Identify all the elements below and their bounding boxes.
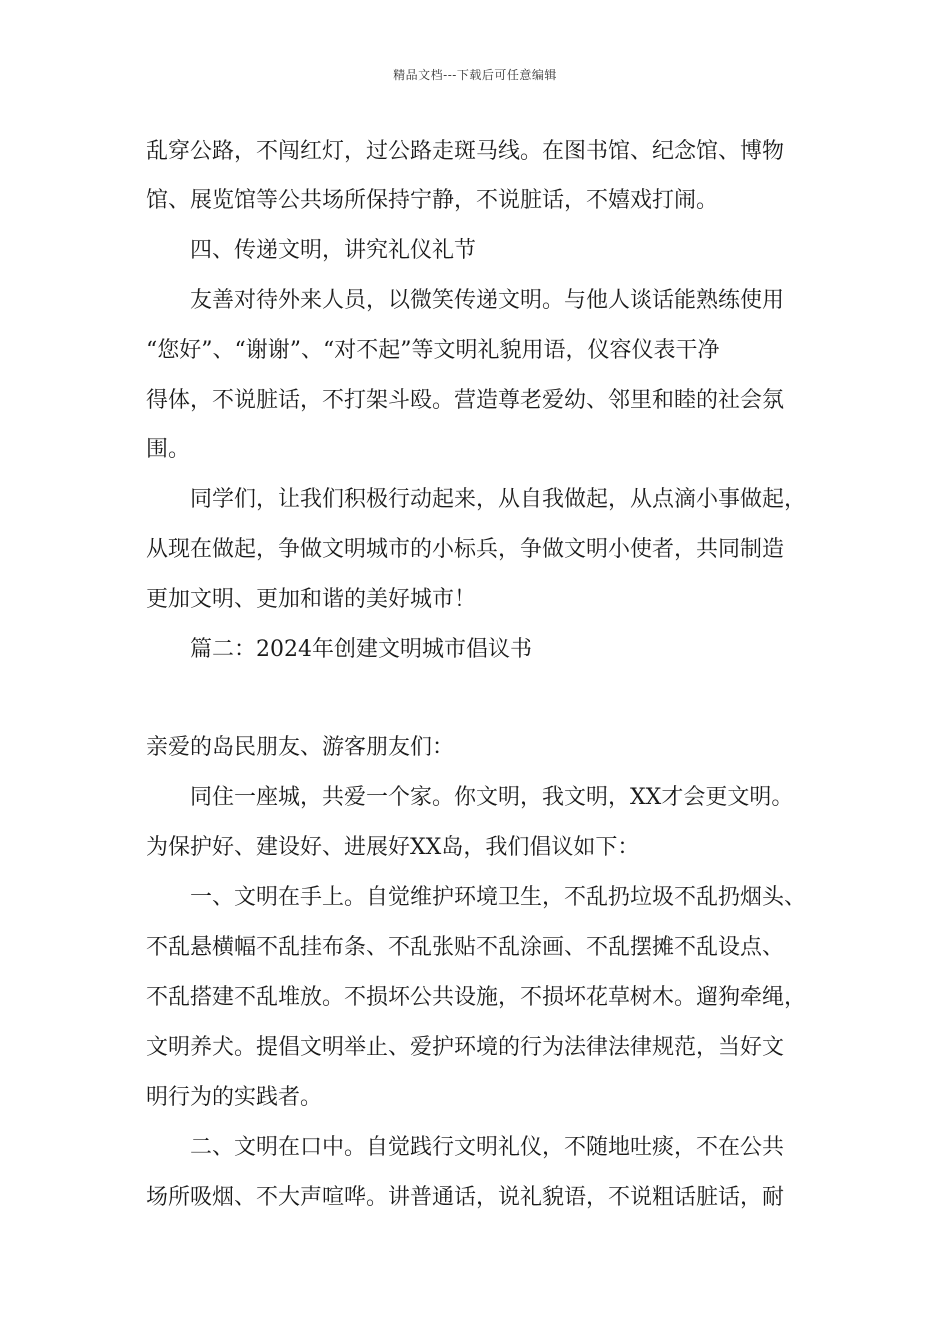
text-line-14: 为保护好、建设好、进展好XX岛，我们倡议如下： [146,835,640,860]
text-line-19: 明行为的实践者。 [146,1085,323,1110]
text-line-18: 文明养犬。提倡文明举止、爱护环境的行为法律法律规范，当好文 [146,1035,785,1060]
text-line-5: “您好”、“谢谢”、“对不起”等文明礼貌用语，仪容仪表干净 [146,338,720,363]
text-line-17: 不乱搭建不乱堆放。不损坏公共设施，不损坏花草树木。遛狗牵绳， [146,985,807,1010]
text-line-13: 同住一座城，共爱一个家。你文明，我文明，XX才会更文明。 [190,785,794,810]
text-line-21: 场所吸烟、不大声喧哗。讲普通话，说礼貌语，不说粗话脏话，耐 [146,1185,785,1210]
article-title-2: 篇二：2024年创建文明城市倡议书 [190,637,532,662]
text-line-7: 围。 [146,437,191,462]
salutation: 亲爱的岛民朋友、游客朋友们： [146,735,455,760]
text-line-2: 馆、展览馆等公共场所保持宁静，不说脏话，不嬉戏打闹。 [146,188,719,213]
text-line-20: 二、文明在口中。自觉践行文明礼仪，不随地吐痰，不在公共 [190,1135,785,1160]
text-line-1: 乱穿公路，不闯红灯，过公路走斑马线。在图书馆、纪念馆、博物 [146,139,785,164]
section-heading-4: 四、传递文明，讲究礼仪礼节 [190,238,477,263]
text-line-8: 同学们，让我们积极行动起来，从自我做起，从点滴小事做起， [190,487,807,512]
text-line-16: 不乱悬横幅不乱挂布条、不乱张贴不乱涂画、不乱摆摊不乱设点、 [146,935,785,960]
text-line-6: 得体，不说脏话，不打架斗殴。营造尊老爱幼、邻里和睦的社会氛 [146,388,785,413]
text-line-9: 从现在做起，争做文明城市的小标兵，争做文明小使者，共同制造 [146,537,785,562]
page-header: 精品文档---下载后可任意编辑 [393,68,557,82]
text-line-10: 更加文明、更加和谐的美好城市！ [146,587,477,612]
text-line-4: 友善对待外来人员，以微笑传递文明。与他人谈话能熟练使用 [190,288,785,313]
text-line-15: 一、文明在手上。自觉维护环境卫生，不乱扔垃圾不乱扔烟头、 [190,885,807,910]
